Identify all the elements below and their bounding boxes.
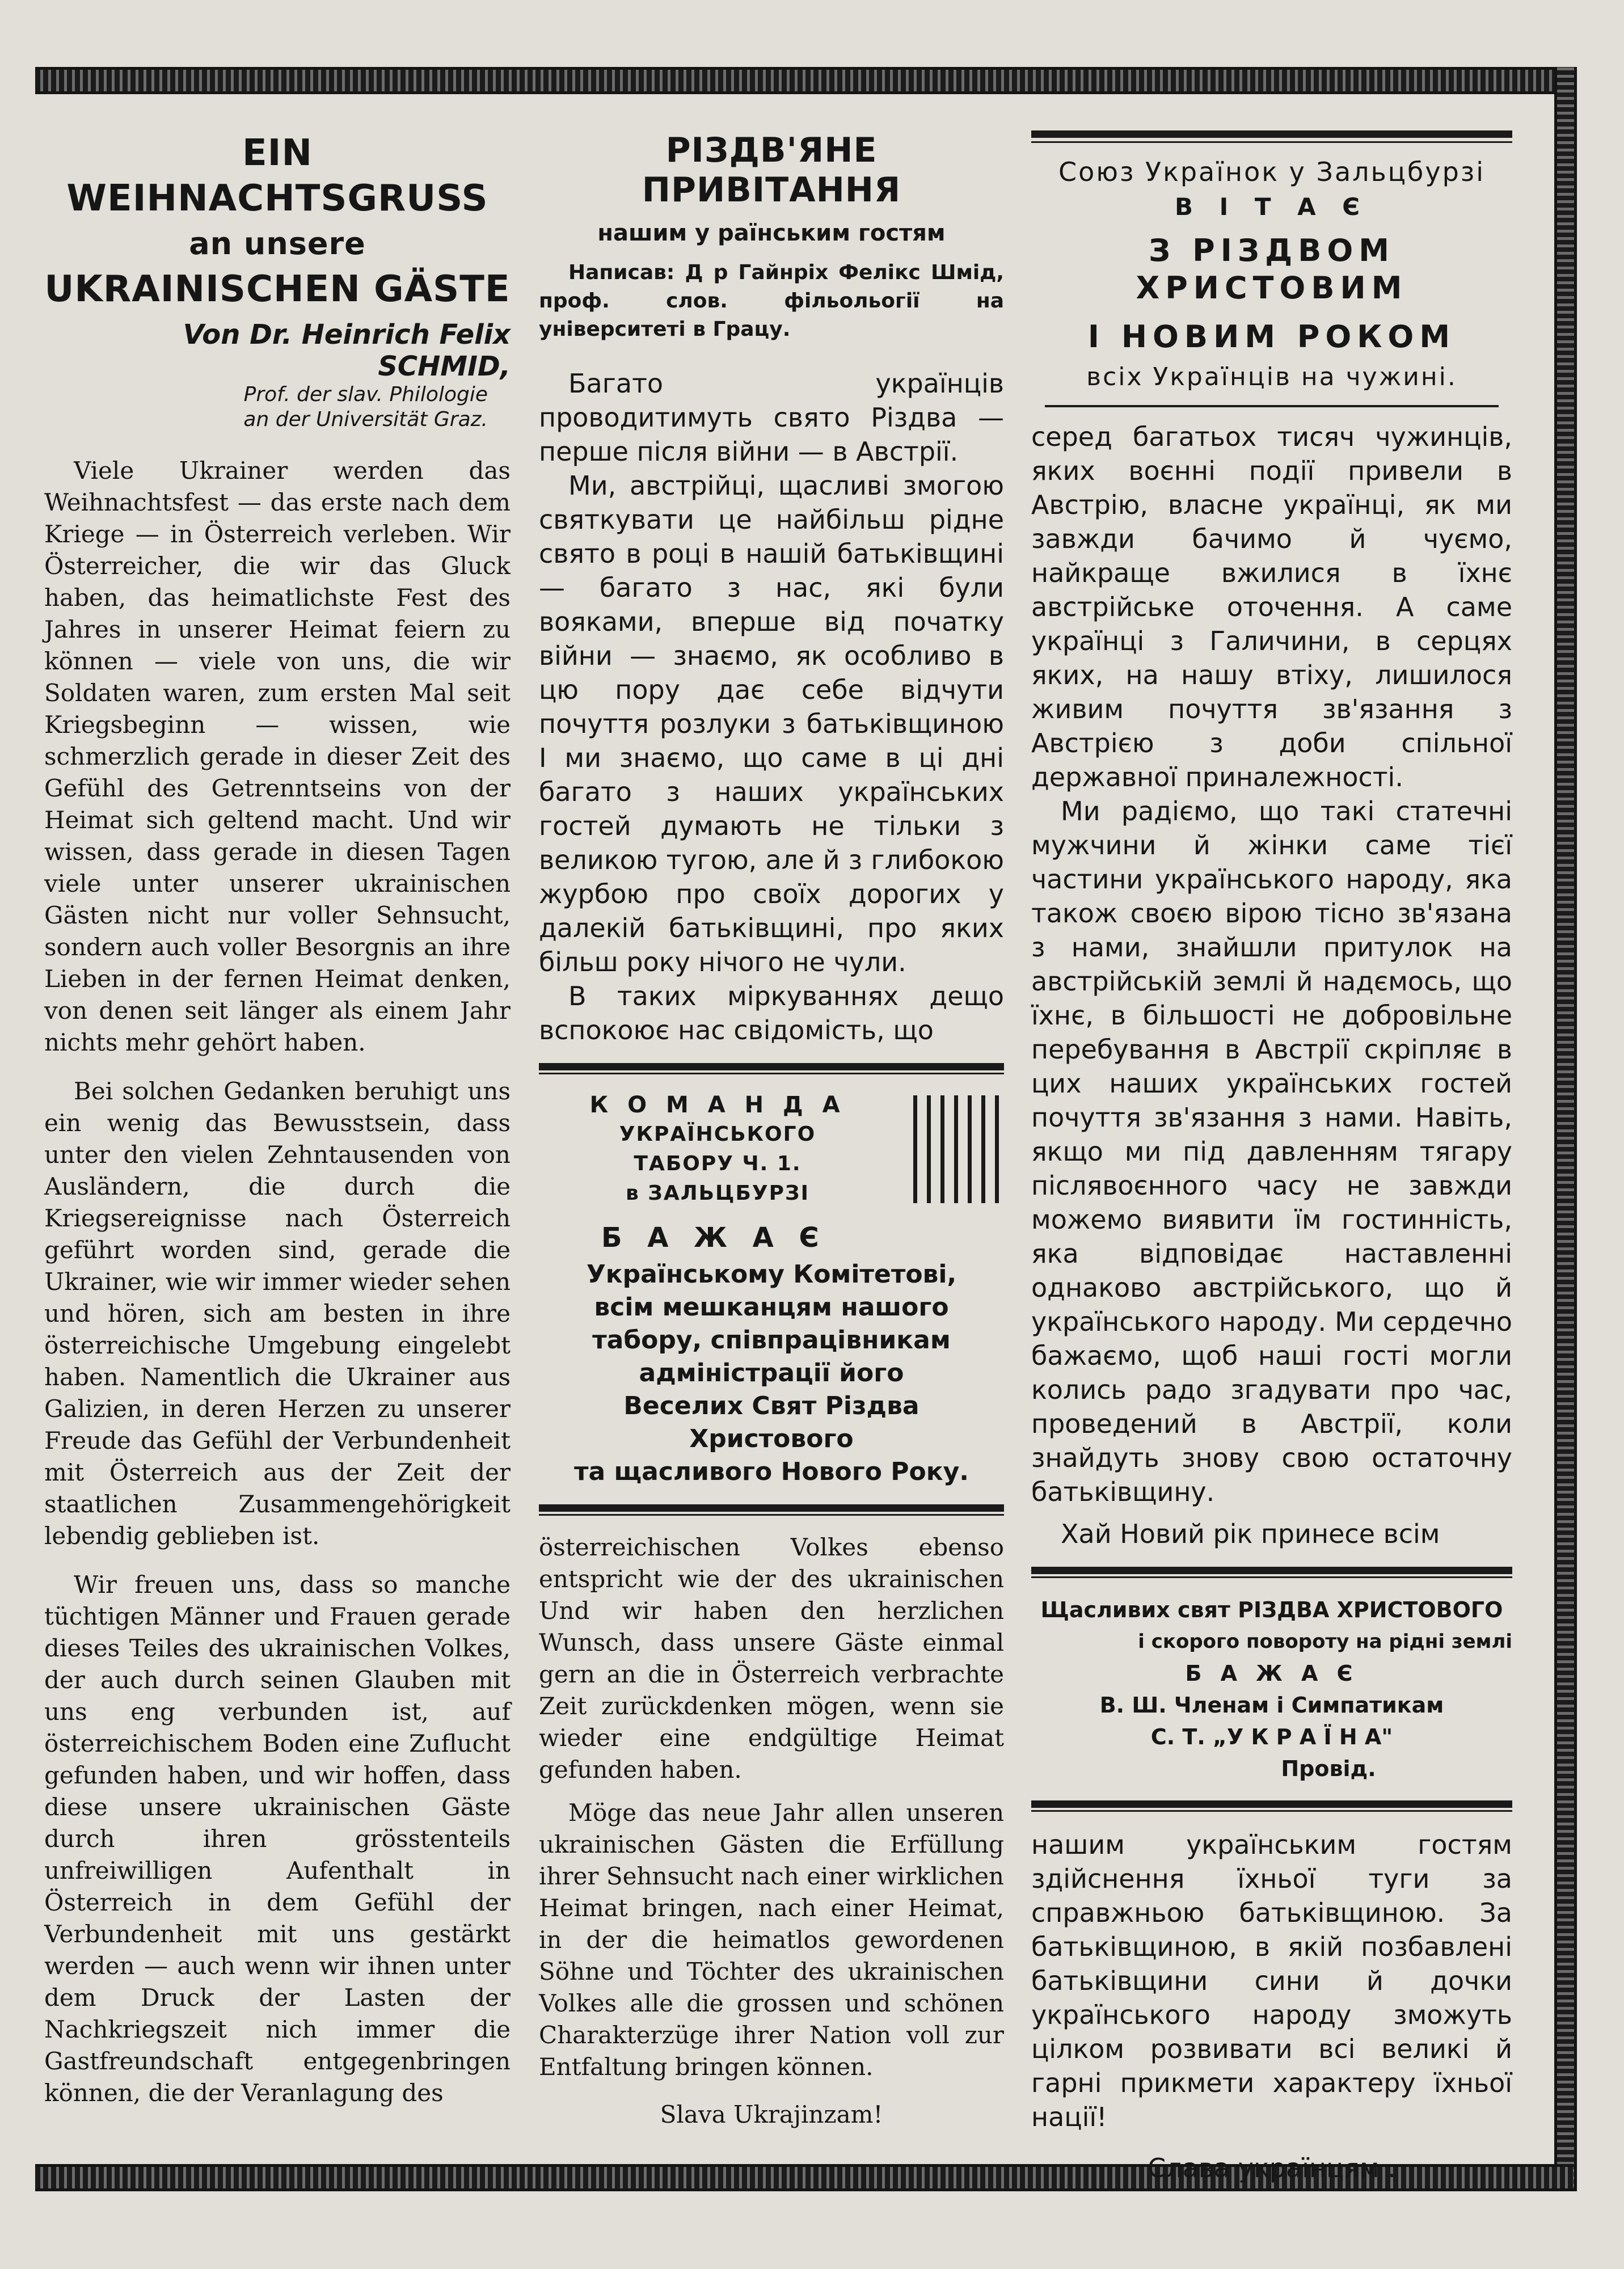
german-title-line3: UKRAINISCHEN GÄSTE (44, 268, 511, 310)
german-article (44, 130, 511, 2109)
german-affiliation-2: an der Universität Graz. (243, 408, 488, 431)
german-paragraph-1: Viele Ukrainer werden das Weihnachtsfest — das erste nach dem Kriege — in Österreich verleben. Wir Österreicher, die wir das Gluck haben, das heimatlichste Fest des Jahres in unserer Heimat feiern zu können — viele von uns, die wir Soldaten waren, zum ersten Mal seit Kriegsbeginn — wissen, wie schmerzlich gerade in dieser Zeit des Gefühl des Getrenntseins von der Heimat sich geltend macht. Und wir wissen, dass gerade in diesen Tagen viele unter unserer ukrainischen Gästen nicht nur voller Sehnsucht, sondern auch voller Besorgnis an ihre Lieben in der fernen Heimat denken, von denen seit länger als einem Jahr nichts mehr gehört haben. (44, 457, 511, 1056)
german-paragraph-4: österreichischen Volkes ebenso entspricht wie der des ukrainischen Und wir haben den herzlichen Wunsch, dass unsere Gäste einmal gern an die in Österreich verbrachte Zeit zurückdenken mögen, wenn sie wieder eine endgültige Heimat gefunden haben. (539, 1533, 1004, 1783)
ukrainian-paragraph-7: нашим українським гостям здійснення їхньої туги за справжньою батьківщиною. За батьківщиною, в якій позбавлені батьківщини сини й дочки українського народу зможуть цілком розвивати всі великі й гарні прикмети характеру їхньої нації! (1031, 1829, 1512, 2132)
camp-wish-1: Українському Комітетові, (586, 1260, 957, 1289)
camp-line-3: ТАБОРУ Ч. 1. (634, 1152, 802, 1175)
right-border (1554, 67, 1577, 2191)
camp-line-1: К О М А Н Д А (589, 1092, 846, 1118)
german-closing: Slava Ukrajinzam! (660, 2101, 883, 2128)
camp-wish-4: адміністрації його (639, 1359, 904, 1387)
vsh-line-3: Б А Ж А Є (1185, 1661, 1359, 1686)
camp-wishes-word: Б А Ж А Є (601, 1222, 827, 1254)
german-title-line1: EIN WEIHNACHTSGRUSS (66, 132, 488, 220)
vsh-signature: Провід. (1281, 1756, 1376, 1781)
center-column (539, 130, 1004, 2131)
german-paragraph-5: Möge das neue Jahr allen unseren ukrainischen Gästen die Erfüllung ihrer Sehnsucht nach einer wirklichen Heimat bringen, nach einer Heimat, in der die heimatlos gewordenen Söhne und Töchter des ukrainischen Volkes alle die grossen und schönen Charakterzüge ihrer Nation voll zur Entfaltung bringen können. (539, 1799, 1004, 2081)
camp-wish-2: всім мешканцям нашого (594, 1293, 949, 1322)
camp-wish-6: та щасливого Нового Року. (574, 1457, 969, 1486)
camp-line-2: УКРАЇНСЬКОГО (619, 1123, 816, 1146)
camp-greeting-top-rule (539, 1063, 1004, 1074)
german-title (44, 130, 511, 312)
union-line-4: І НОВИМ РОКОМ (1087, 319, 1456, 355)
top-border (35, 67, 1574, 94)
german-paragraph-3: Wir freuen uns, dass so manche tüchtigen Männer und Frauen gerade dieses Teiles des ukrainischen Volkes, der auch durch seinen Glauben mit uns eng verbunden ist, auf österreichischem Boden eine Zuflucht gefunden haben, und wir hoffen, dass diese unsere ukrainischen Gäste durch ihren grösstenteils unfreiwilligen Aufenthalt in Österreich in dem Gefühl der Verbundenheit mit uns gestärkt werden — auch wenn wir ihnen unter dem Druck der Lasten der Nachkriegszeit nich immer die Gastfreundschaft entgegenbringen können, die der Veranlagung des (44, 1571, 511, 2107)
vsh-top-rule (1031, 1567, 1512, 1578)
union-line-3: З РІЗДВОМ ХРИСТОВИМ (1136, 233, 1408, 306)
ukrainian-author: Написав: Д р Гайнріх Фелікс Шмід, проф. слов. фільольогії на університеті в Грацу. (539, 261, 1004, 341)
ukrainian-paragraph-1: Багато українців проводитимуть свято Різдва — перше після війни — в Австрії. (539, 368, 1004, 467)
camp-greeting-bottom-rule (539, 1504, 1004, 1516)
german-byline: Von Dr. Heinrich Felix SCHMID, (183, 319, 511, 382)
ukrainian-paragraph-2: Ми, австрійці, щасливі змогою святкувати це найбільш рідне свято в році в нашій батьківщині — багато з нас, які були вояками, вперше від початку війни — знаємо, як особливо в цю пору дає себе відчути почуття розлуки з батьківщиною І ми знаємо, що саме в ці дні багато з наших українських гостей думають не тільки з великою тугою, але й з глибокою журбою про своїх дорогих у далекій батьківщині, про яких більш року нічого не чули. (539, 470, 1004, 977)
vsh-greeting (1031, 1594, 1512, 1785)
german-paragraph-2: Bei solchen Gedanken beruhigt uns ein wenig das Bewusstsein, dass unter den vielen Zehntausenden von Ausländern, die durch die Kriegsereignisse nach Österreich geführt worden sind, gerade die Ukrainer, wie wir immer wieder sehen und hören, sich am besten in ihre österreichische Umgebung eingelebt haben. Namentlich die Ukrainer aus Galizien, in deren Herzen zu unserer Freude das Gefühl der Verbundenheit mit Österreich aus der Zeit der staatlichen Zusammengehörigkeit lebendig geblieben ist. (44, 1077, 511, 1550)
vsh-bottom-rule (1031, 1800, 1512, 1812)
union-line-1: Союз Українок у Зальцбурзі (1058, 157, 1486, 187)
ukrainian-paragraph-5: Ми радіємо, що такі статечні мужчини й жінки саме тієї частини українського народу, яка також своєю вірою тісно зв'язана з нами, знайшли притулок на австрійській землі й надємось, що їхнє, в більшості не добровільне перебування в Австрії скріпляє в цих наших українських гостей почуття зв'язання з нами. Навіть, якщо ми під давленням тягару післявоєнного часу не завжди можемо виявити їм гостинність, яка відповідає наставленні однаково австрійського, що й українського народу. Ми сердечно бажаємо, щоб наші гості могли колись радо згадувати про час, проведений в Австрії, коли знайдуть знову свою остаточну батьківщину. (1031, 796, 1512, 1507)
union-line-5: всіх Українців на чужині. (1086, 362, 1457, 391)
ukrainian-paragraph-4: серед багатьох тисяч чужинців, яких воєнні події привели в Австрію, власне українці, як ми завжди бачимо й чуємо, найкраще вжилися в їхнє австрійське оточення. А саме українці з Галичини, в серцях яких, на нашу втіху, лишилося живим почуття зв'язання з Австрією з доби спільної державної приналежності. (1031, 421, 1512, 792)
ukrainian-paragraph-3: В таких міркуваннях дещо вспокоює нас свідомість, що (539, 981, 1004, 1045)
vsh-line-2: і скорого повороту на рідні землі (1138, 1630, 1512, 1653)
ukrainian-closing: Слава українцям . (1148, 2153, 1396, 2183)
vsh-line-4: В. Ш. Членам і Симпатикам (1099, 1693, 1444, 1718)
camp-wish-3: табору, співпрацівникам (592, 1326, 951, 1355)
union-greeting (1031, 157, 1512, 391)
vsh-line-5: С. Т. „У К Р А Ї Н А" (1150, 1724, 1393, 1749)
right-column (1031, 130, 1512, 2185)
ukrainian-subtitle: нашим у раїнським гостям (597, 220, 946, 246)
union-bottom-rule (1045, 405, 1499, 407)
german-title-line2: an unsere (189, 226, 366, 262)
camp-wish-5: Веселих Свят Різдва Христового (623, 1391, 919, 1453)
vsh-line-1: Щасливих свят РІЗДВА ХРИСТОВОГО (1040, 1597, 1503, 1622)
ukrainian-title: РІЗДВ'ЯНЕ ПРИВІТАННЯ (642, 130, 901, 210)
decorative-stripes (913, 1095, 1004, 1203)
ukrainian-paragraph-6: Хай Новий рік принесе всім (1061, 1519, 1440, 1549)
camp-greeting (539, 1090, 1004, 1488)
german-affiliation-1: Prof. der slav. Philologie (243, 383, 488, 406)
camp-line-4: в ЗАЛЬЦБУРЗІ (625, 1182, 810, 1205)
union-top-rule (1031, 130, 1512, 143)
union-line-2: В І Т А Є (1174, 193, 1369, 221)
